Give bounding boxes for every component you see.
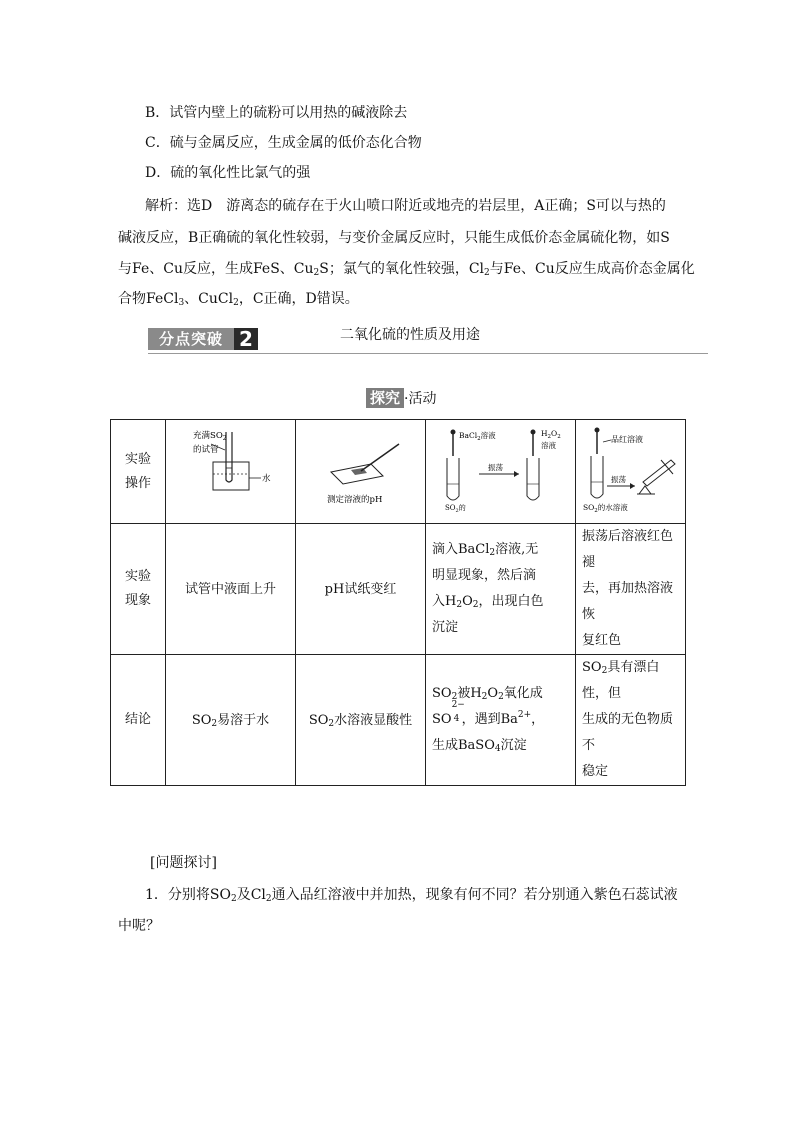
question-1-line-2: 中呢？: [118, 918, 160, 934]
analysis-line-1: 解析：选D 游离态的硫存在于火山喷口附近或地壳的岩层里，A正确；S可以与热的: [145, 198, 666, 214]
figure-cell-1: [166, 420, 296, 524]
figure2-label: 测定溶液的pH: [326, 495, 382, 505]
figure-cell-2: [296, 420, 426, 524]
option-b: B．试管内壁上的硫粉可以用热的碱液除去: [145, 105, 408, 121]
phenomenon-cell-2: pH试纸变红: [296, 524, 426, 655]
figure4-solution: $SO_2$的水溶液: [582, 503, 628, 512]
conclusion-cell-3: $SO_2$被$H_2O_2$氧化成 SO 2− 4 ，遇到$Ba^{2+}$， 生成BaSO$_4$沉淀: [426, 655, 576, 786]
section-tag: 分点突破: [148, 328, 234, 350]
phenomenon-cell-3: 滴入BaCl$_2$溶液,无 明显现象，然后滴 入$H_2O_2$，出现白色 沉淀: [426, 524, 576, 655]
analysis-line-3: 与Fe、Cu反应，生成FeS、$Cu_2S$；氯气的氧化性较强，$Cl_2$与Fe、Cu反应生成高价态金属化: [118, 261, 695, 278]
table-row-conclusion: [111, 655, 686, 786]
figure1-label-2: 的试管: [192, 445, 219, 455]
figure3-solution: $SO_2$的: [444, 504, 466, 512]
section-number: 2: [234, 328, 258, 350]
explore-header: [366, 388, 436, 409]
table-row-phenomenon: [111, 524, 686, 655]
figure3-reagent1: BaCl$_2$溶液: [458, 431, 496, 442]
figure1-label-1: 充满$SO_2$: [192, 431, 227, 442]
row-header-operation: 实验 操作: [111, 420, 166, 524]
bacl2-h2o2-figure: [431, 422, 571, 512]
row-header-conclusion: 结论: [111, 655, 166, 786]
questions-heading: [问题探讨]: [150, 855, 217, 871]
phenomenon-cell-1: 试管中液面上升: [166, 524, 296, 655]
experiment-table: [110, 419, 686, 786]
question-1-line-1: 1．分别将$SO_2$及$Cl_2$通入品红溶液中并加热，现象有何不同？若分别通入紫色石蕊试液: [145, 887, 678, 904]
ph-paper-figure: [301, 422, 421, 512]
figure3-arrow-label: 振荡: [487, 463, 503, 472]
figure-cell-4: [576, 420, 686, 524]
row-header-phenomenon: 实验 现象: [111, 524, 166, 655]
figure1-water-label: 水: [261, 474, 271, 484]
option-c: C．硫与金属反应，生成金属的低价态化合物: [145, 135, 422, 151]
conclusion-cell-4: $SO_2$具有漂白性，但 生成的无色物质不 稳定: [576, 655, 686, 786]
pinkred-heating-figure: [577, 422, 685, 512]
figure4-arrow-label: 振荡: [610, 475, 626, 484]
figure4-reagent: 品红溶液: [610, 435, 643, 444]
section-rule: [148, 353, 708, 354]
option-d: D．硫的氧化性比氯气的强: [145, 165, 311, 181]
explore-box: 探究: [366, 388, 404, 408]
section-title: 二氧化硫的性质及用途: [340, 327, 480, 343]
section-badge: [148, 328, 260, 352]
analysis-line-4: 合物FeCl$_3$、CuCl$_2$，C正确，D错误。: [118, 291, 359, 308]
figure3-reagent2-tail: 溶液: [540, 441, 556, 450]
explore-label: ·活动: [404, 391, 437, 407]
phenomenon-cell-4: 振荡后溶液红色褪 去，再加热溶液恢 复红色: [576, 524, 686, 655]
conclusion-cell-1: $SO_2$易溶于水: [166, 655, 296, 786]
analysis-line-2: 碱液反应，B正确硫的氧化性较弱，与变价金属反应时，只能生成低价态金属硫化物，如S: [118, 230, 670, 246]
figure-cell-3: [426, 420, 576, 524]
figure3-reagent2: $H_2O_2$: [540, 429, 561, 440]
table-row-operation: [111, 420, 686, 524]
conclusion-cell-2: $SO_2$水溶液显酸性: [296, 655, 426, 786]
test-tube-in-water-figure: [171, 422, 291, 512]
